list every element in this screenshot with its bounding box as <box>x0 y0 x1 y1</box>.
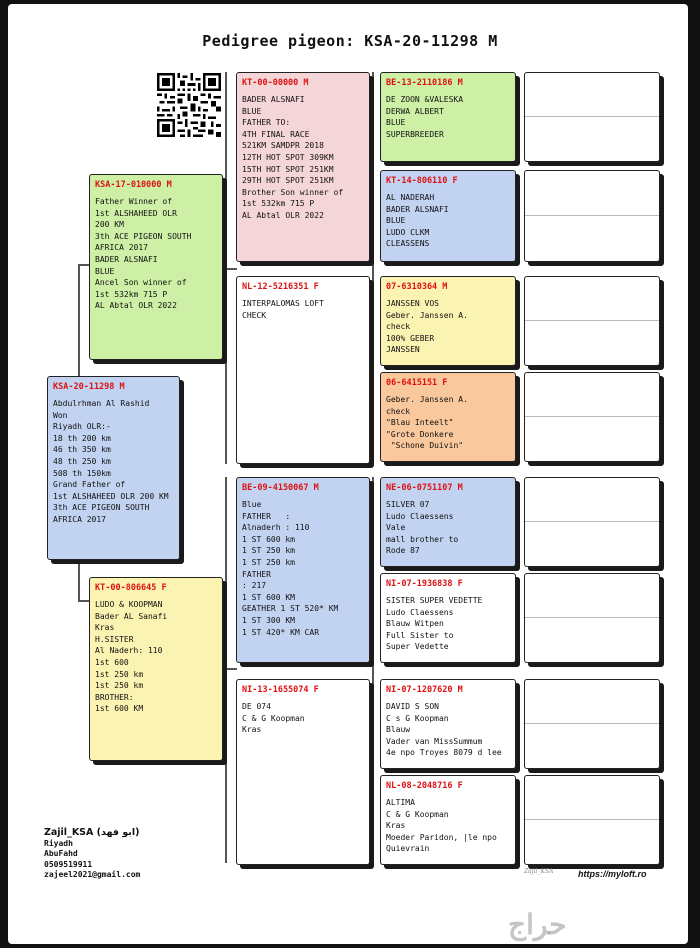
subject-pigeon-card[interactable] <box>47 376 180 560</box>
connector-line <box>372 72 374 462</box>
page-title: Pedigree pigeon: KSA-20-11298 M <box>202 32 498 50</box>
ring-number: NI-07-1207620 M <box>386 685 463 695</box>
great-grandparent-card[interactable] <box>380 372 516 462</box>
connector-line <box>225 668 237 670</box>
qr-code <box>157 73 221 137</box>
empty-ancestor-cell[interactable] <box>524 276 660 366</box>
empty-ancestor-cell[interactable] <box>524 72 660 162</box>
ring-number: KT-00-00000 M <box>242 78 309 88</box>
great-grandparent-card[interactable] <box>380 170 516 262</box>
ring-number: NE-06-0751107 M <box>386 483 463 493</box>
breeder-contact <box>44 828 140 881</box>
breeder-name: Zajil_KSA (ابو فهد) <box>44 827 140 838</box>
great-grandparent-card[interactable] <box>380 72 516 162</box>
granddam-maternal-card[interactable] <box>236 679 370 865</box>
grandsire-maternal-card[interactable] <box>236 477 370 663</box>
pigeon-details: LUDO & KOOPMAN Bader AL Sanafi Kras H.SISTER Al Naderh: 110 1st 600 1st 250 km 1st 250 km BROTHER: 1st 600 KM <box>95 600 168 714</box>
website-link[interactable]: https://myloft.ro <box>578 869 647 879</box>
great-grandparent-card[interactable] <box>380 573 516 663</box>
empty-ancestor-cell[interactable] <box>524 477 660 567</box>
pigeon-details: SISTER SUPER VEDETTE Ludo Claessens Blauw Witpen Full Sister to Super Vedette <box>386 596 483 652</box>
granddam-paternal-card[interactable] <box>236 276 370 464</box>
signature: Zajil_KSA <box>524 868 554 875</box>
pigeon-details: Abdulrhman Al Rashid Won Riyadh OLR:- 18 th 200 km 46 th 350 km 48 th 250 km 508 th 150km Grand Father of 1st ALSHAHEED OLR 200 KM 3th ACE PIGEON SOUTH AFRICA 2017 <box>53 399 169 524</box>
great-grandparent-card[interactable] <box>380 477 516 567</box>
ring-number: KT-00-806645 F <box>95 583 167 593</box>
breeder-city: Riyadh <box>44 838 73 848</box>
breeder-phone: 0509519911 <box>44 859 93 869</box>
pigeon-details: Blue FATHER : Alnaderh : 110 1 ST 600 km 1 ST 250 km 1 ST 250 km FATHER : 217 1 ST 600 KM GEATHER 1 ST 520* KM 1 ST 300 KM 1 ST 420* KM CAR <box>242 500 339 637</box>
empty-ancestor-cell[interactable] <box>524 372 660 462</box>
pigeon-details: Geber. Janssen A. check "Blau Inteelt" "Grote Donkere "Schone Duivin" <box>386 395 468 451</box>
great-grandparent-card[interactable] <box>380 276 516 366</box>
breeder-email: zajeel2021@gmail.com <box>44 870 141 879</box>
sire-card[interactable] <box>89 174 223 360</box>
ring-number: 06-6415151 F <box>386 378 448 388</box>
ring-number: BE-09-4150067 M <box>242 483 319 493</box>
pigeon-details: JANSSEN VOS Geber. Janssen A. check 100% GEBER JANSSEN <box>386 299 468 355</box>
ring-number: NL-12-5216351 F <box>242 282 319 292</box>
pigeon-details: BADER ALSNAFI BLUE FATHER TO: 4TH FINAL RACE 521KM SAMDPR 2018 12TH HOT SPOT 309KM 15TH HOT SPOT 251KM 29TH HOT SPOT 251KM Brother Son winner of 1st 532km 715 P AL Abtal OLR 2022 <box>242 95 344 220</box>
ring-number: BE-13-2110186 M <box>386 78 463 88</box>
pigeon-details: DAVID S SON C s G Koopman Blauw Vader van MissSummum 4e npo Troyes 8079 d lee <box>386 702 502 758</box>
ring-number: KT-14-806110 F <box>386 176 458 186</box>
empty-ancestor-cell[interactable] <box>524 775 660 865</box>
dam-card[interactable] <box>89 577 223 761</box>
pigeon-details: DE 074 C & G Koopman Kras <box>242 702 305 735</box>
pigeon-details: SILVER 07 Ludo Claessens Vale mall brother to Rode 87 <box>386 500 459 556</box>
watermark: حراج <box>508 908 567 941</box>
great-grandparent-card[interactable] <box>380 679 516 769</box>
ring-number: 07-6310364 M <box>386 282 448 292</box>
ring-number: NI-07-1936838 F <box>386 579 463 589</box>
pigeon-details: Father Winner of 1st ALSHAHEED OLR 200 KM 3th ACE PIGEON SOUTH AFRICA 2017 BADER ALSNAFI BLUE Ancel Son winner of 1st 532km 715 P AL Abtal OLR 2022 <box>95 197 192 311</box>
ring-number: NI-13-1655074 F <box>242 685 319 695</box>
grandsire-paternal-card[interactable] <box>236 72 370 262</box>
empty-ancestor-cell[interactable] <box>524 170 660 262</box>
great-grandparent-card[interactable] <box>380 775 516 865</box>
connector-line <box>225 477 227 863</box>
connector-line <box>225 268 237 270</box>
empty-ancestor-cell[interactable] <box>524 573 660 663</box>
ring-number: NL-08-2048716 F <box>386 781 463 791</box>
empty-ancestor-cell[interactable] <box>524 679 660 769</box>
ring-number: KSA-20-11298 M <box>53 382 125 392</box>
breeder-nickname: AbuFahd <box>44 849 78 858</box>
ring-number: KSA-17-010000 M <box>95 180 172 190</box>
pigeon-details: AL NADERAH BADER ALSNAFI BLUE LUDO CLKM CLEASSENS <box>386 193 449 249</box>
connector-line <box>372 477 374 863</box>
pigeon-details: INTERPALOMAS LOFT CHECK <box>242 299 324 320</box>
pigeon-details: DE ZOON &VALESKA DERWA ALBERT BLUE SUPERBREEDER <box>386 95 464 139</box>
pigeon-details: ALTIMA C & G Koopman Kras Moeder Paridon, |le npo Quievrain <box>386 798 497 854</box>
